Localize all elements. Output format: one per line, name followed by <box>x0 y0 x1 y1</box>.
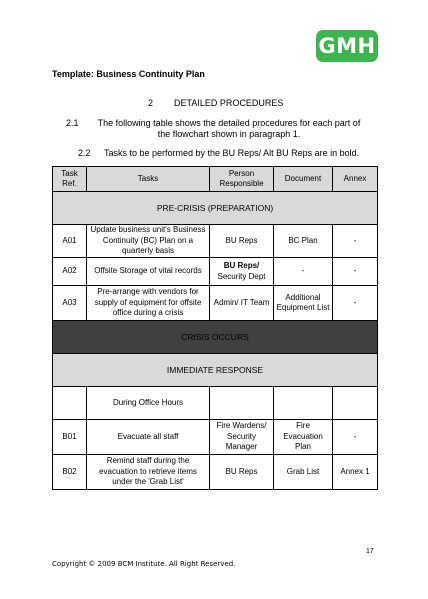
paragraph-number: 2.2 <box>78 148 91 158</box>
cell-person: BU Reps <box>210 225 274 258</box>
cell-document: Fire Evacuation Plan <box>274 420 333 455</box>
cell-annex: Annex 1 <box>333 455 378 490</box>
table-row <box>53 286 378 321</box>
gmh-logo: GMH <box>316 30 378 62</box>
cell-document: Additional Equipment List <box>274 286 333 321</box>
table-row <box>53 420 378 455</box>
cell-document: Grab List <box>274 455 333 490</box>
cell-ref: A03 <box>53 286 87 321</box>
cell-task: Update business unit's Business Continuity (BC) Plan on a quarterly basis <box>87 225 210 258</box>
template-title: Template: Business Continuity Plan <box>52 69 205 79</box>
section-number: 2 <box>148 98 154 108</box>
header-tasks: Tasks <box>87 167 210 192</box>
table-row <box>53 258 378 286</box>
page-number: 17 <box>366 548 374 555</box>
copyright-notice: Copyright © 2009 BCM Institute. All Right Reserved. <box>52 560 236 568</box>
cell-ref: A01 <box>53 225 87 258</box>
cell-task: Remind staff during the evacuation to retrieve items under the 'Grab List' <box>87 455 210 490</box>
section-row-crisis-occurs <box>53 321 378 354</box>
person-bold: BU Reps/ <box>223 261 260 270</box>
person-rest: Security Dept <box>217 271 266 281</box>
table-row-office-hours <box>53 387 378 420</box>
paragraph-number: 2.1 <box>66 118 79 128</box>
table-row <box>53 225 378 258</box>
procedures-table <box>52 166 378 490</box>
header-annex: Annex <box>333 167 378 192</box>
paragraph-text: The following table shows the detailed procedures for each part of the flowchart shown in paragraph 1. <box>97 118 361 139</box>
cell-ref: B01 <box>53 420 87 455</box>
immediate-response-label: IMMEDIATE RESPONSE <box>53 354 378 387</box>
cell-annex: - <box>333 420 378 455</box>
cell-task: Offsite Storage of vital records <box>87 258 210 286</box>
cell-ref: B02 <box>53 455 87 490</box>
table-row <box>53 455 378 490</box>
section-row-pre-crisis <box>53 192 378 225</box>
cell-task: Pre-arrange with vendors for supply of equipment for offsite office during a crisis <box>87 286 210 321</box>
crisis-occurs-label: CRISIS OCCURS <box>53 321 378 354</box>
header-document: Document <box>274 167 333 192</box>
table-header-row <box>53 167 378 192</box>
cell-annex <box>333 387 378 420</box>
header-task-ref: Task Ref. <box>53 167 87 192</box>
cell-person <box>210 258 274 286</box>
cell-person: BU Reps <box>210 455 274 490</box>
cell-document: BC Plan <box>274 225 333 258</box>
section-row-immediate-response <box>53 354 378 387</box>
cell-person <box>210 387 274 420</box>
section-title: DETAILED PROCEDURES <box>174 98 284 108</box>
cell-task: Evacuate all staff <box>87 420 210 455</box>
cell-document: - <box>274 258 333 286</box>
header-person-responsible: Person Responsible <box>210 167 274 192</box>
cell-document <box>274 387 333 420</box>
cell-annex: - <box>333 258 378 286</box>
cell-task: During Office Hours <box>87 387 210 420</box>
cell-person: Fire Wardens/ Security Manager <box>210 420 274 455</box>
cell-person: Admin/ IT Team <box>210 286 274 321</box>
cell-ref: A02 <box>53 258 87 286</box>
pre-crisis-label: PRE-CRISIS (PREPARATION) <box>53 192 378 225</box>
cell-ref <box>53 387 87 420</box>
cell-annex: - <box>333 225 378 258</box>
paragraph-text: Tasks to be performed by the BU Reps/ Alt BU Reps are in bold. <box>104 148 360 158</box>
cell-annex: - <box>333 286 378 321</box>
